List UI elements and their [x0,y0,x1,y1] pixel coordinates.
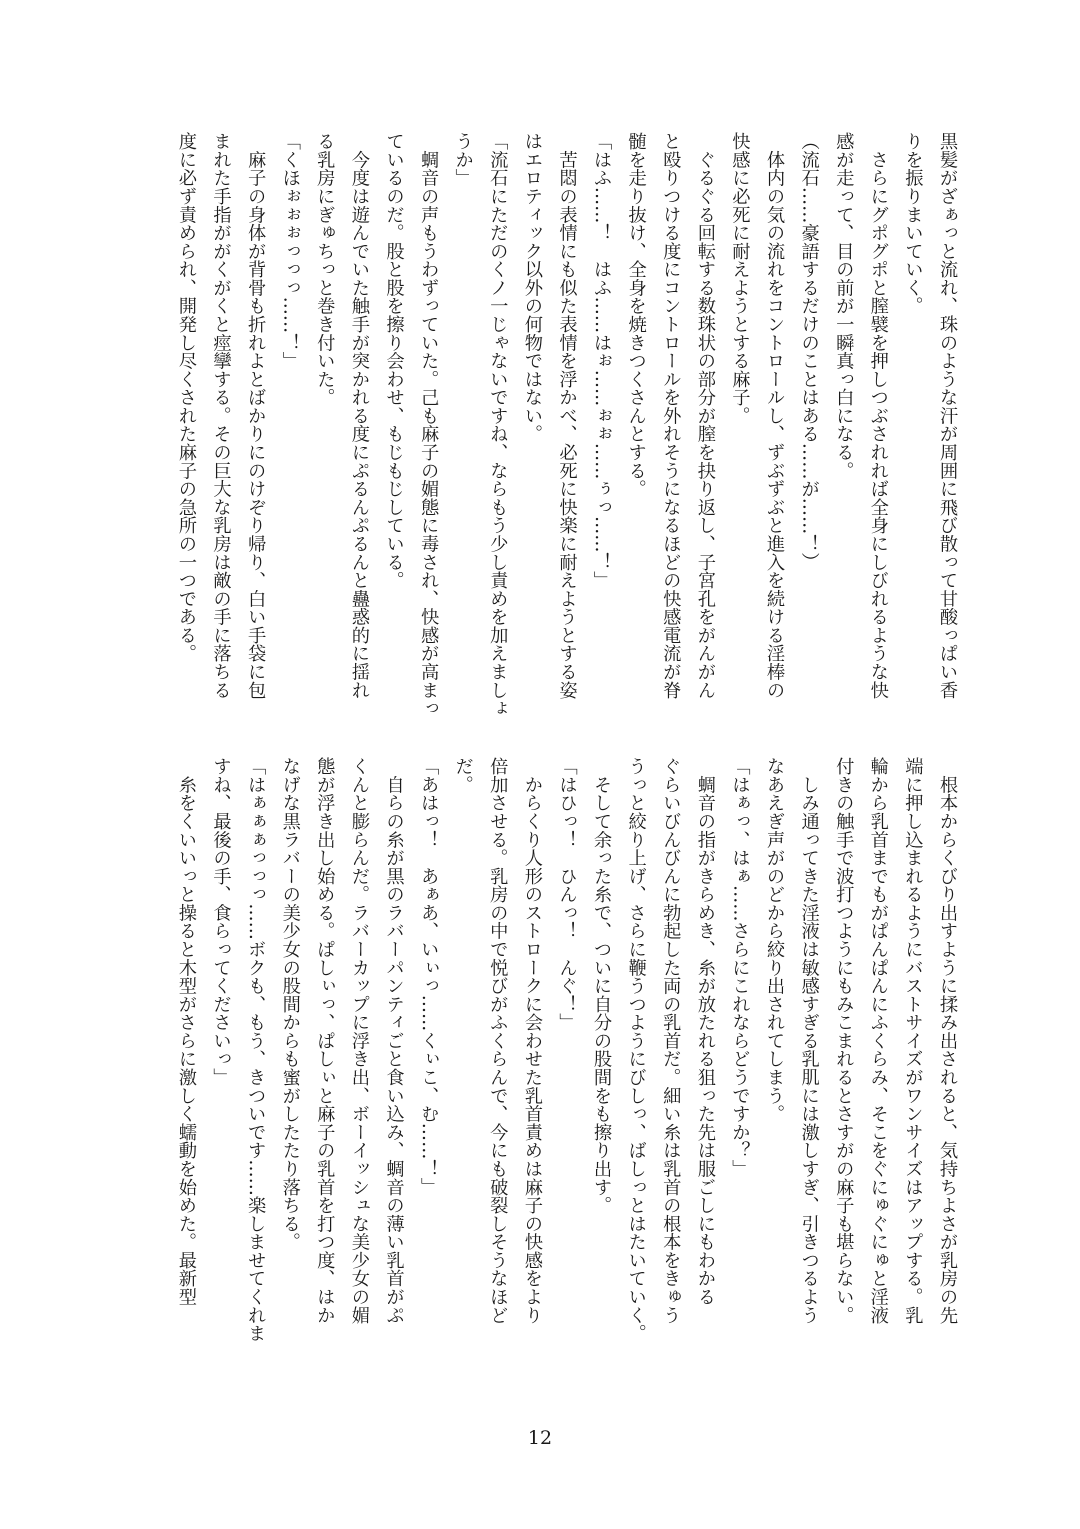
text-column: 今度は遊んでいた触手が突かれる度にぷるんぷるんと蠱惑的に揺れ [348,132,370,699]
text-column: ぐるぐる回転する数珠状の部分が膣を抉り返し、子宮孔をがんがん [694,132,716,699]
text-column: 体内の気の流れをコントロールし、ずぶずぶと進入を続ける淫棒の [764,132,786,699]
text-column: 蜩音の声もうわずっていた。己も麻子の媚態に毒され、快感が高まっ [418,132,440,718]
text-column: る乳房にぎゅちっと巻き付いた。 [314,132,336,407]
text-column: くんと膨らんだ。ラバーカップに浮き出、ボーイッシュな美少女の媚 [348,757,370,1324]
text-column: すね、最後の手、食らってくださいっ」 [210,757,232,1087]
text-column: 髄を走り抜け、全身を焼きつくさんとする。 [625,132,647,498]
text-column: 「はひっ！ ひんっ！ んぐ！」 [556,757,578,1032]
text-block-top [168,132,964,718]
text-column: 付きの触手で波打つようにもみこまれるとさすがの麻子も堪らない。 [833,757,855,1324]
text-column: うか」 [452,132,474,187]
text-column: まれた手指ががくがくと痙攣する。その巨大な乳房は敵の手に落ちる [210,132,232,699]
text-column: 根本からくびり出すように揉み出されると、気持ちよさが乳房の先 [937,757,958,1324]
text-column: 麻子の身体が背骨も折れよとばかりにのけぞり帰り、白い手袋に包 [245,132,267,699]
text-column: 苦悶の表情にも似た表情を浮かべ、必死に快楽に耐えようとする姿 [556,132,578,699]
text-column: 黒髪がざぁっと流れ、珠のような汗が周囲に飛び散って甘酸っぱい香 [937,132,958,699]
text-column: 「はぁぁぁっっっ……ボクも、もう、きついです……楽しませてくれま [245,757,267,1343]
text-column: はエロティック以外の何物ではない。 [521,132,543,443]
text-column: 「流石にただのくノ一じゃないですね、ならもう少し責めを加えましょ [487,132,509,718]
text-column: 「はふ……！ はふ……はぉ……ぉぉ……ぅっ……！」 [591,132,613,590]
text-column: うっと絞り上げ、さらに鞭うつようにびしっ、ばしっとはたいていく。 [625,757,647,1343]
text-column: （流石……豪語するだけのことはある……が……！） [798,132,820,571]
text-column: しみ通ってきた淫液は敏感すぎる乳肌には激しすぎ、引きつるよう [798,757,820,1324]
text-column: だ。 [452,757,474,794]
text-column: 度に必ず責められ、開発し尽くされた麻子の急所の一つである。 [175,132,197,663]
text-column: 自らの糸が黒のラバーパンティごと食い込み、蜩音の薄い乳首がぷ [383,757,405,1324]
text-column: 倍加させる。乳房の中で悦びがふくらんで、今にも破裂しそうなほど [487,757,509,1324]
text-column: なあえぎ声がのどから絞り出されてしまう。 [764,757,786,1123]
text-column: りを振りまいていく。 [902,132,924,315]
text-column: 快感に必死に耐えようとする麻子。 [729,132,751,425]
text-column: なげな黒ラバーの美少女の股間からも蜜がしたたり落ちる。 [279,757,301,1251]
text-column: 「くほぉぉぉっっっ……！」 [279,132,301,370]
text-column: 態が浮き出し始める。ぱしぃっ、ぱしぃと麻子の乳首を打つ度、はか [314,757,336,1324]
text-column: 糸をくいいっと操ると木型がさらに激しく蠕動を始めた。最新型 [175,757,197,1306]
text-column: 蜩音の指がきらめき、糸が放たれる狙った先は服ごしにもわかる [694,757,716,1306]
text-column: と殴りつける度にコントロールを外れそうになるほどの快感電流が脊 [660,132,682,699]
text-column: 端に押し込まれるようにバストサイズがワンサイズはアップする。乳 [902,757,924,1324]
text-column: さらにグポグポと膣襞を押しつぶされれば全身にしびれるような快 [867,132,889,699]
text-column: ぐらいびんびんに勃起した両の乳首だ。細い糸は乳首の根本をきゅう [660,757,682,1324]
text-column: 「はぁっ、はぁ……さらにこれならどうですか？」 [729,757,751,1178]
text-column: 「あはっ！ あぁあ、いぃっ……くぃこ、む……！」 [418,757,440,1196]
text-block-bottom [168,757,964,1377]
text-column: 輪から乳首までもがぱんぱんにふくらみ、そこをぐにゅぐにゅと淫液 [867,757,889,1324]
page-number: 12 [527,1427,553,1449]
text-column: からくり人形のストロークに会わせた乳首責めは麻子の快感をより [521,757,543,1324]
text-column: そして余った糸で、ついに自分の股間をも擦り出す。 [591,757,613,1215]
text-column: 感が走って、目の前が一瞬真っ白になる。 [833,132,855,480]
text-column: ているのだ。股と股を擦り会わせ、もじもじしている。 [383,132,405,590]
